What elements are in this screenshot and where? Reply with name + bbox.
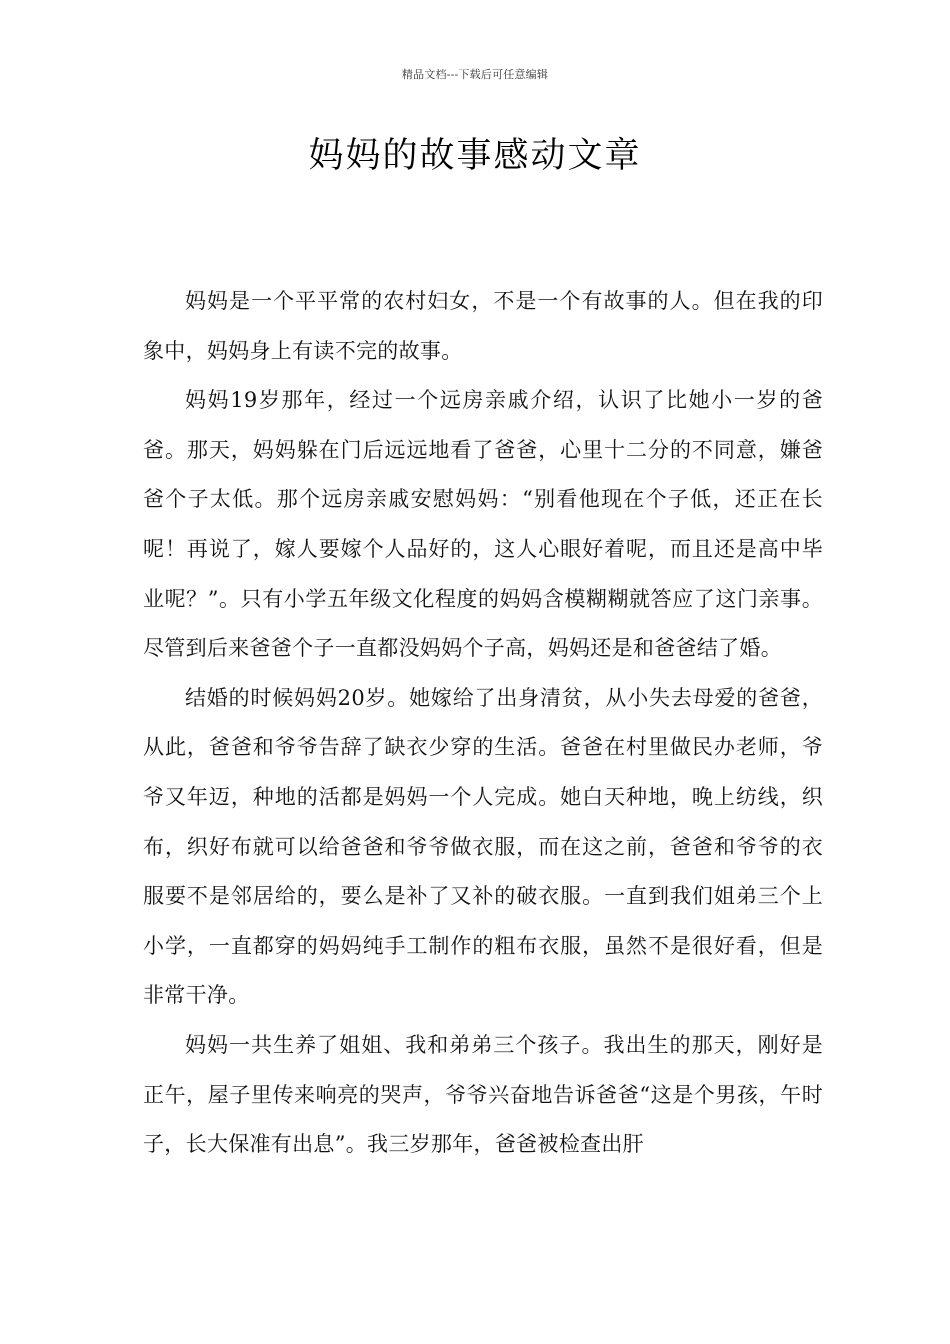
article-body	[143, 277, 823, 1170]
paragraph: 结婚的时候妈妈20岁。她嫁给了出身清贫，从小失去母爱的爸爸，从此，爸爸和爷爷告辞了缺衣少穿的生活。爸爸在村里做民办老师，爷爷又年迈，种地的活都是妈妈一个人完成。她白天种地，晚上纺线，织布，织好布就可以给爸爸和爷爷做衣服，而在这之前，爸爸和爷爷的衣服要不是邻居给的，要么是补了又补的破衣服。一直到我们姐弟三个上小学，一直都穿的妈妈纯手工制作的粗布衣服，虽然不是很好看，但是非常干净。	[143, 685, 823, 1008]
paragraph: 妈妈一共生养了姐姐、我和弟弟三个孩子。我出生的那天，刚好是正午，屋子里传来响亮的哭声，爷爷兴奋地告诉爸爸“这是个男孩，午时子，长大保准有出息”。我三岁那年，爸爸被检查出肝	[143, 1032, 823, 1157]
paragraph: 妈妈19岁那年，经过一个远房亲戚介绍，认识了比她小一岁的爸爸。那天，妈妈躲在门后远远地看了爸爸，心里十二分的不同意，嫌爸爸个子太低。那个远房亲戚安慰妈妈：“别看他现在个子低，还正在长呢！再说了，嫁人要嫁个人品好的，这人心眼好着呢，而且还是高中毕业呢？”。只有小学五年级文化程度的妈妈含模糊糊就答应了这门亲事。尽管到后来爸爸个子一直都没妈妈个子高，妈妈还是和爸爸结了婚。	[143, 388, 823, 661]
header-note: 精品文档---下载后可任意编辑	[401, 68, 549, 81]
paragraph: 妈妈是一个平平常的农村妇女，不是一个有故事的人。但在我的印象中，妈妈身上有读不完的故事。	[143, 289, 823, 363]
document-title: 妈妈的故事感动文章	[308, 136, 642, 176]
